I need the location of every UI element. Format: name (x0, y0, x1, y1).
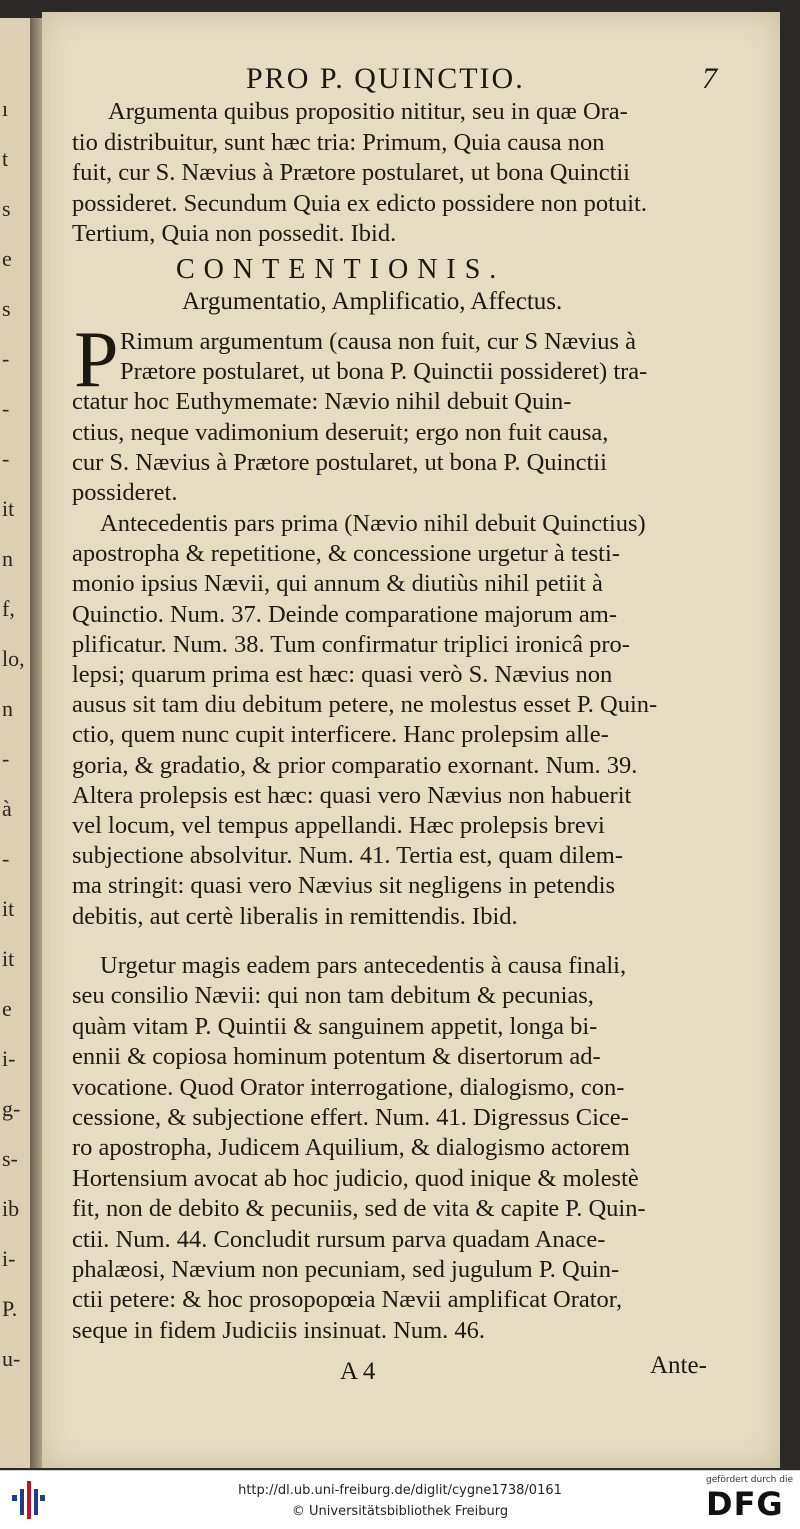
facing-page-fragment: it (2, 496, 15, 521)
text-line: Quinctio. Num. 37. Deinde comparatione majorum am- (72, 600, 617, 628)
facing-page-edge (0, 18, 34, 1468)
facing-page-fragment: P. (2, 1296, 18, 1321)
sponsor-text: gefördert durch die (706, 1475, 793, 1485)
copyright-text: © Universitätsbibliothek Freiburg (291, 1504, 509, 1519)
text-line: Urgetur magis eadem pars antecedentis à causa finali, (100, 952, 627, 979)
text-line: possideret. Secundum Quia ex edicto possidere non potuit. (72, 189, 647, 217)
text-line: Tertium, Quia non possedit. Ibid. (72, 220, 397, 247)
text-line: possideret. (72, 479, 178, 506)
section-heading: CONTENTIONIS. (176, 254, 506, 285)
facing-page-fragment: s (2, 296, 11, 321)
text-line: apostropha & repetitione, & concessione urgetur à testi- (72, 540, 620, 568)
permalink-link[interactable]: http://dl.ub.uni-freiburg.de/diglit/cygne1738/0161 (238, 1483, 562, 1498)
text-line: plificatur. Num. 38. Tum confirmatur triplici ironicâ pro- (72, 630, 630, 658)
facing-page-fragment: f, (2, 596, 15, 621)
facing-page-fragment: s- (2, 1146, 18, 1171)
facing-page-fragment: s (2, 196, 11, 221)
facing-page-fragment: à (2, 796, 12, 821)
facing-page-fragment: g- (2, 1096, 21, 1121)
text-line: lepsi; quarum prima est hæc: quasi verò S. Nævius non (72, 661, 613, 688)
text-line: ctii. Num. 44. Concludit rursum parva quadam Anace- (72, 1225, 606, 1253)
facing-page-fragment: u- (2, 1346, 21, 1371)
text-line: ctio, quem nunc cupit interficere. Hanc prolepsim alle- (72, 721, 609, 749)
text-line: phalæosi, Nævium non pecuniam, sed jugulum P. Quin- (72, 1256, 620, 1283)
signature-mark: A 4 (340, 1358, 376, 1385)
facing-page-fragment: e (2, 246, 12, 271)
text-line: Prætore postularet, ut bona P. Quinctii possideret) tra- (120, 358, 648, 386)
text-line: fuit, cur S. Nævius à Prætore postularet, ut bona Quinctii (72, 159, 630, 186)
text-line: debitis, aut certè liberalis in remittendis. Ibid. (72, 902, 518, 930)
text-line: monio ipsius Nævii, qui annum & diutiùs nihil petiit à (72, 570, 603, 598)
facing-page-fragment: e (2, 996, 12, 1021)
section-subheading: Argumentatio, Amplificatio, Affectus. (182, 288, 563, 315)
facing-page-fragment: - (2, 346, 10, 371)
facing-page-fragment: n (2, 546, 13, 571)
facing-page-fragment: i- (2, 1246, 16, 1271)
text-line: seu consilio Nævii: qui non tam debitum & pecunias, (72, 982, 594, 1010)
facing-page-fragment: - (2, 446, 10, 471)
facing-page-fragment: lo, (2, 646, 25, 671)
text-line: quàm vitam P. Quintii & sanguinem appetit, longa bi- (72, 1012, 598, 1040)
facing-page-fragment: - (2, 846, 10, 871)
text-line: ro apostropha, Judicem Aquilium, & dialogismo actorem (72, 1134, 630, 1162)
text-line: subjectione absolvitur. Num. 41. Tertia est, quam dilem- (72, 842, 624, 870)
text-line: Antecedentis pars prima (Nævio nihil debuit Quinctius) (100, 510, 646, 537)
text-line: seque in fidem Judiciis insinuat. Num. 46. (72, 1316, 486, 1344)
drop-capital: P (74, 316, 119, 404)
text-line: tio distribuitur, sunt hæc tria: Primum, Quia causa non (72, 128, 605, 156)
page-number: 7 (702, 62, 717, 95)
catchword: Ante- (650, 1352, 707, 1379)
facing-page-fragment: t (2, 146, 9, 171)
text-line: ennii & copiosa hominum potentum & disertorum ad- (72, 1043, 601, 1071)
text-line: Hortensium avocat ab hoc judicio, quod inique & molestè (72, 1164, 639, 1192)
facing-page-fragment: - (2, 396, 10, 421)
running-head: PRO P. QUINCTIO. (246, 62, 525, 95)
text-line: goria, & gradatio, & prior comparatio exornant. Num. 39. (72, 751, 638, 779)
text-line: cessione, & subjectione effert. Num. 41. Digressus Cice- (72, 1104, 629, 1131)
facing-page-fragment: it (2, 896, 15, 921)
text-line: cur S. Nævius à Prætore postularet, ut bona P. Quinctii (72, 448, 607, 476)
facing-page-fragment: n (2, 696, 13, 721)
text-line: Argumenta quibus propositio nititur, seu in quæ Ora- (108, 98, 628, 125)
text-line: ctii petere: & hoc prosopopœia Nævii amplificat Orator, (72, 1286, 623, 1314)
book-page (42, 12, 780, 1468)
facing-page-fragment: it (2, 946, 15, 971)
text-line: Altera prolepsis est hæc: quasi vero Nævius non habuerit (72, 781, 632, 809)
text-line: ctatur hoc Euthymemate: Nævio nihil debuit Quin- (72, 388, 572, 416)
facing-page-fragment: ib (2, 1196, 20, 1221)
text-line: ausus sit tam diu debitum petere, ne molestus esset P. Quin- (72, 691, 658, 719)
text-line: Rimum argumentum (causa non fuit, cur S Nævius à (120, 328, 637, 355)
text-line: vel locum, vel tempus appellandi. Hæc prolepsis brevi (72, 812, 605, 839)
text-line: vocatione. Quod Orator interrogatione, dialogismo, con- (72, 1073, 625, 1101)
facing-page-fragment: ı (2, 96, 9, 121)
dfg-logo: DFG (706, 1485, 784, 1523)
facing-page-fragment: - (2, 746, 10, 771)
text-line: ma stringit: quasi vero Nævius sit negligens in petendis (72, 872, 616, 900)
text-line: fit, non de debito & pecuniis, sed de vita & capite P. Quin- (72, 1195, 646, 1223)
facing-page-fragment: i- (2, 1046, 16, 1071)
text-line: ctius, neque vadimonium deseruit; ergo non fuit causa, (72, 418, 609, 446)
footer-bar (0, 1470, 800, 1529)
